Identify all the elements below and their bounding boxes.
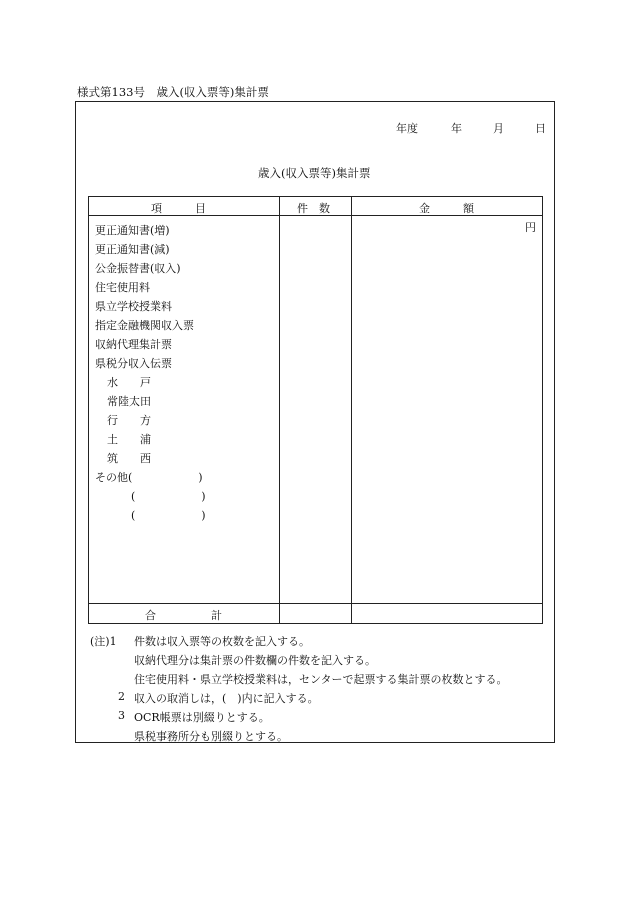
table-row: 水 戸 bbox=[107, 376, 151, 389]
form-number: 様式第133号 歳入(収入票等)集計票 bbox=[77, 85, 269, 99]
table-row: 県立学校授業料 bbox=[95, 300, 172, 313]
table-row: 住宅使用料 bbox=[95, 281, 150, 294]
fiscal-year-label: 年度 bbox=[396, 122, 418, 135]
table-row: 更正通知書(減) bbox=[95, 243, 170, 256]
column-header-item: 項 目 bbox=[151, 202, 206, 215]
table-row: 指定金融機関収入票 bbox=[95, 319, 194, 332]
date-line bbox=[396, 120, 546, 136]
note-text: 県税事務所分も別綴りとする。 bbox=[134, 730, 288, 743]
note-text: 件数は収入票等の枚数を記入する。 bbox=[134, 635, 310, 648]
year-label: 年 bbox=[451, 122, 462, 135]
table-row: その他( ) bbox=[95, 471, 203, 484]
table-row: 収納代理集計票 bbox=[95, 338, 172, 351]
form-title: 歳入(収入票等)集計票 bbox=[258, 166, 371, 180]
col-divider-1 bbox=[279, 197, 280, 623]
table-row: 土 浦 bbox=[107, 433, 151, 446]
table-row: 公金振替書(収入) bbox=[95, 262, 181, 275]
column-header-count: 件 数 bbox=[297, 202, 330, 215]
col-divider-2 bbox=[351, 197, 352, 623]
note-marker: (注)1 bbox=[90, 635, 117, 648]
note-text: 収入の取消しは，( )内に記入する。 bbox=[134, 692, 319, 705]
month-label: 月 bbox=[493, 122, 504, 135]
unit-label: 円 bbox=[525, 221, 536, 234]
day-label: 日 bbox=[535, 122, 546, 135]
note-marker: 3 bbox=[118, 709, 125, 722]
table-row: ( ) bbox=[131, 490, 206, 503]
summary-table bbox=[88, 196, 543, 624]
table-row: 更正通知書(増) bbox=[95, 224, 170, 237]
column-header-amount: 金 額 bbox=[419, 202, 474, 215]
note-text: 収納代理分は集計票の件数欄の件数を記入する。 bbox=[134, 654, 376, 667]
table-row: 筑 西 bbox=[107, 452, 151, 465]
table-row: 行 方 bbox=[107, 414, 151, 427]
table-row: 県税分収入伝票 bbox=[95, 357, 172, 370]
table-row: ( ) bbox=[131, 509, 206, 522]
total-divider bbox=[89, 603, 542, 604]
note-marker: 2 bbox=[118, 690, 125, 703]
note-text: 住宅使用料・県立学校授業料は，センターで起票する集計票の枚数とする。 bbox=[134, 673, 508, 686]
total-label: 合 計 bbox=[145, 609, 222, 622]
table-row: 常陸太田 bbox=[107, 395, 151, 408]
note-text: OCR帳票は別綴りとする。 bbox=[134, 711, 270, 724]
